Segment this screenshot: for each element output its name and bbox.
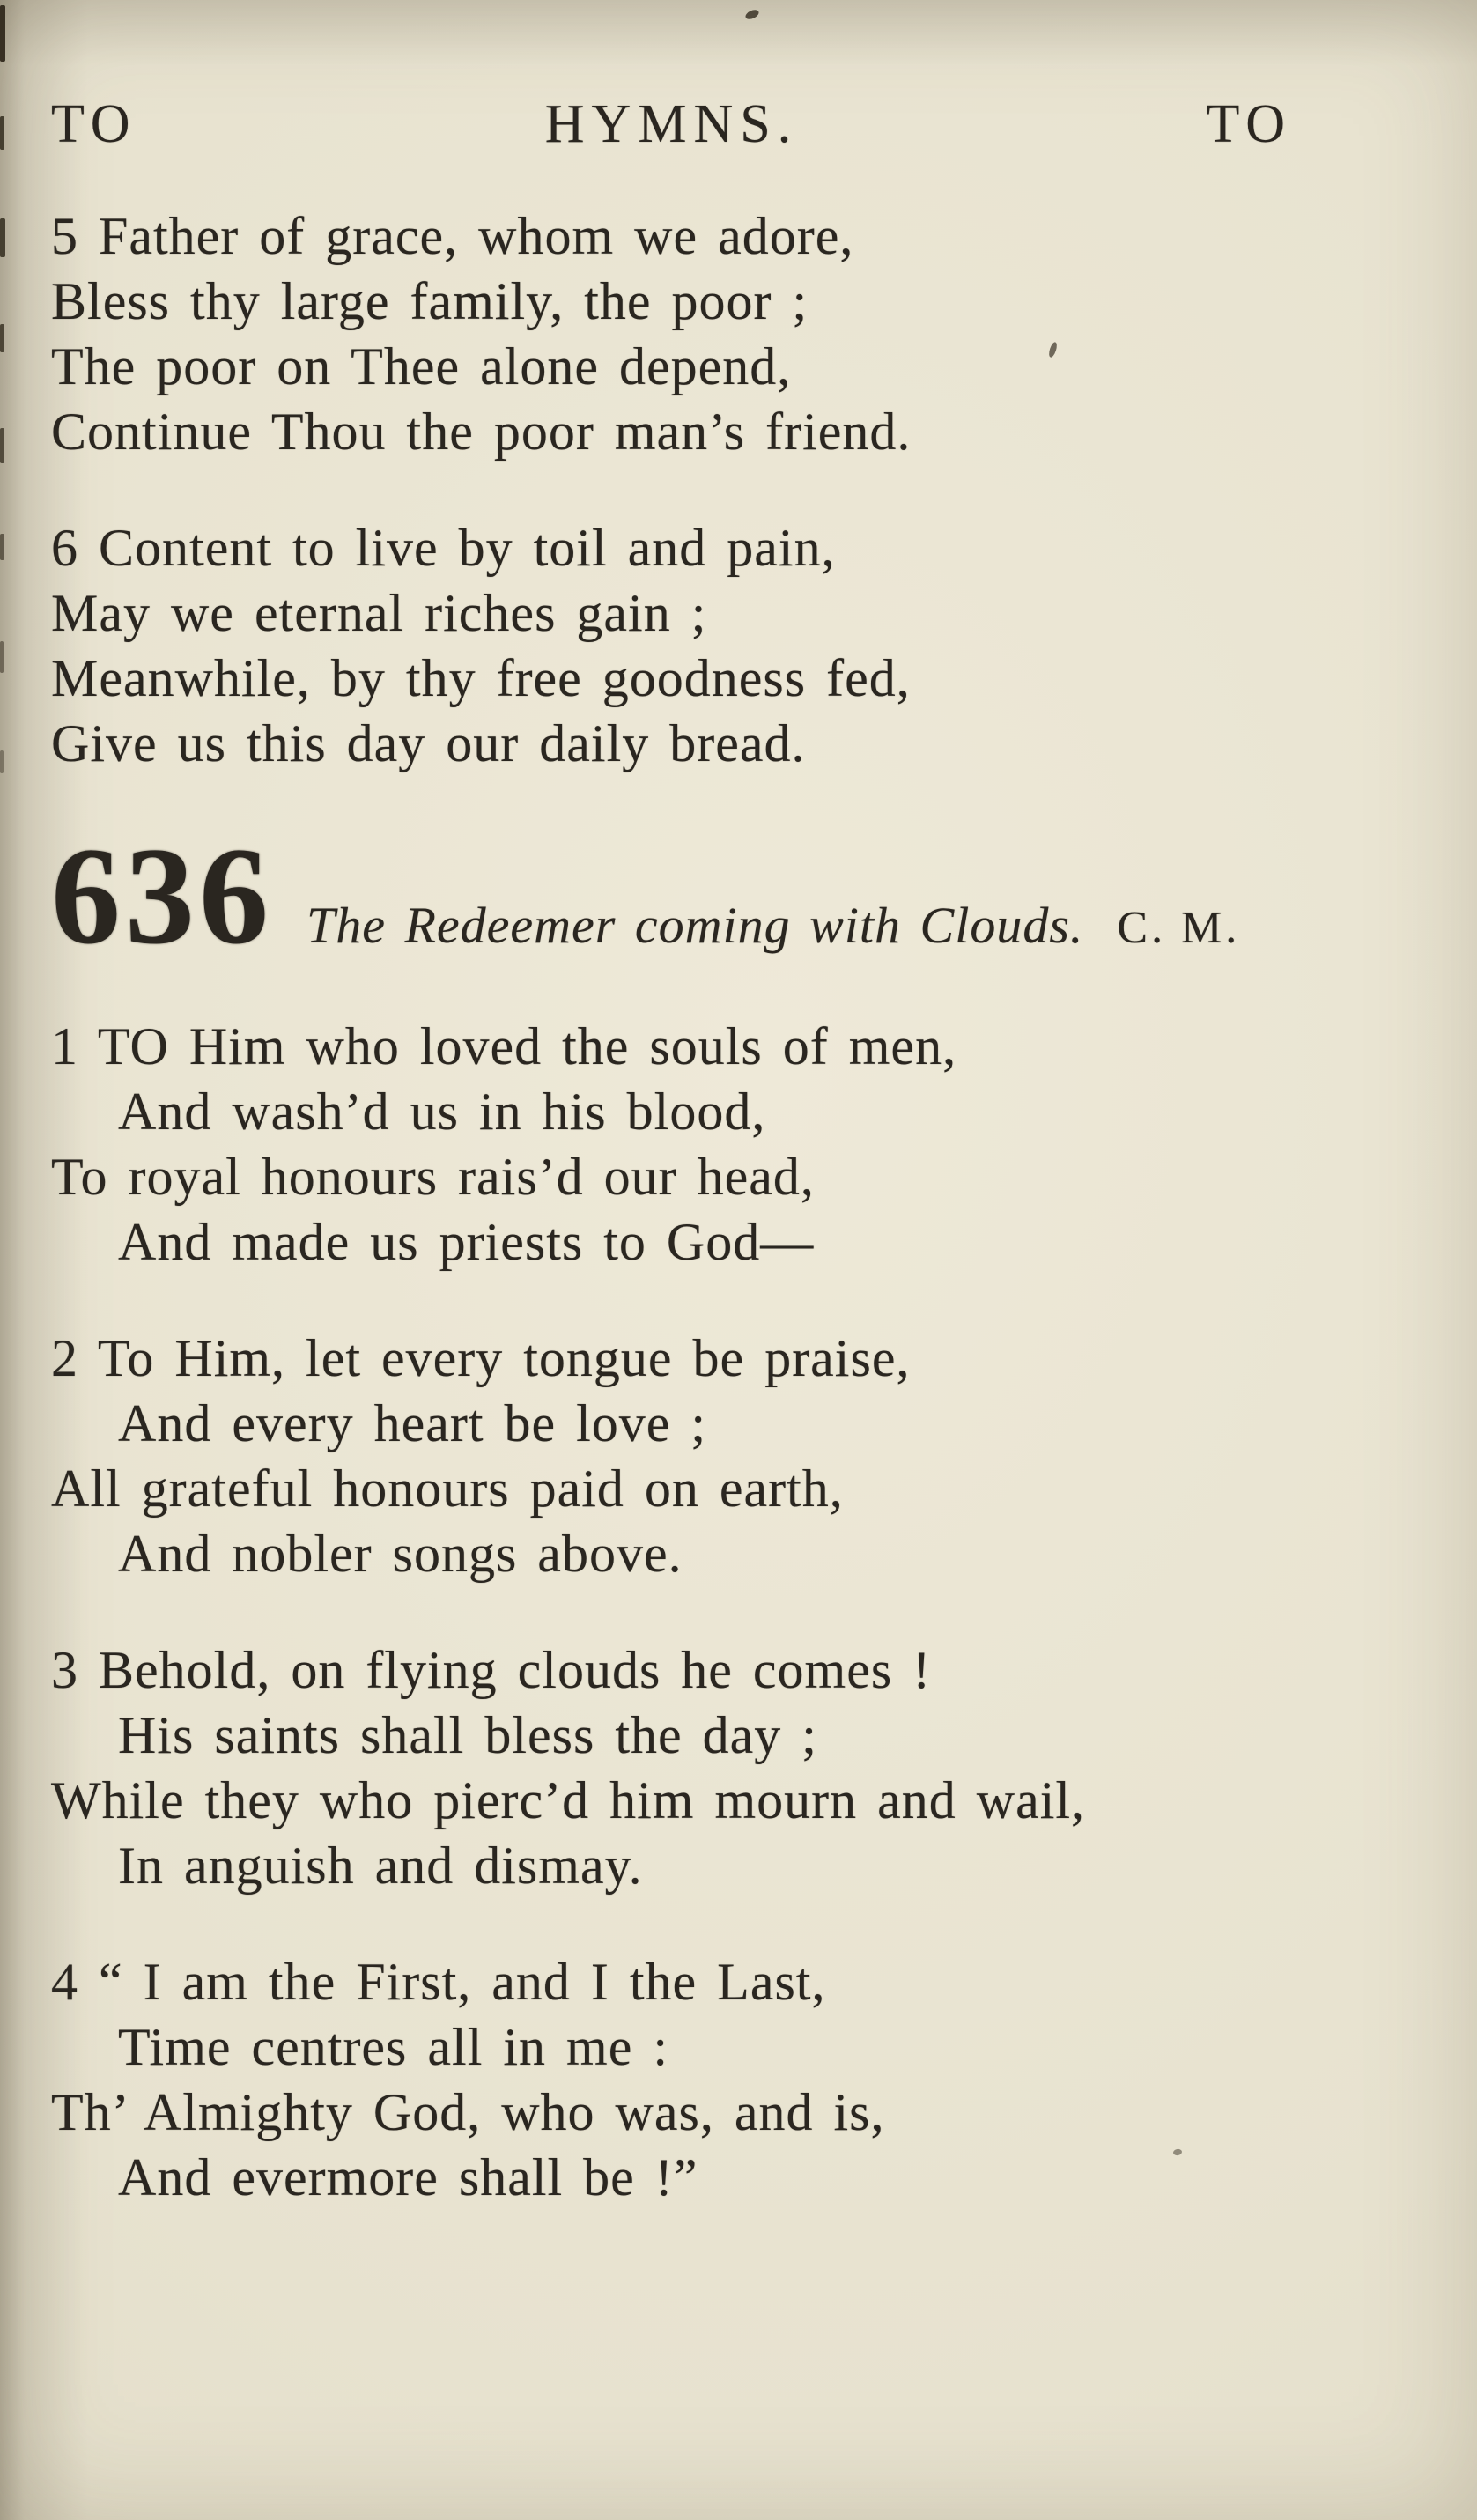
- hymn-line: To royal honours rais’d our head,: [51, 1148, 815, 1206]
- hymn-number: 636: [51, 819, 273, 973]
- ink-speck: [744, 8, 760, 21]
- hymn-line: And wash’d us in his blood,: [118, 1083, 766, 1141]
- stanza-5: [51, 203, 1373, 464]
- header-catchword-left: TO: [51, 94, 137, 154]
- page-edge-mark: [0, 116, 4, 150]
- hymn-line: In anguish and dismay.: [118, 1836, 643, 1895]
- hymn-line: And made us priests to God—: [118, 1213, 815, 1271]
- stanza-3: [51, 1637, 1373, 1898]
- header-catchword-right: TO: [1206, 94, 1292, 154]
- running-header: [51, 93, 1373, 156]
- stanza-4: [51, 1949, 1373, 2210]
- hymn-line: The poor on Thee alone depend,: [51, 337, 792, 395]
- hymn-line: Meanwhile, by thy free goodness fed,: [51, 649, 911, 707]
- page-edge-mark: [0, 534, 4, 560]
- hymn-line: All grateful honours paid on earth,: [51, 1460, 844, 1518]
- hymn-line: 2 To Him, let every tongue be praise,: [51, 1329, 911, 1387]
- hymn-line: 5 Father of grace, whom we adore,: [51, 207, 854, 265]
- header-title: HYMNS.: [544, 94, 799, 154]
- hymn-line: While they who pierc’d him mourn and wail,: [51, 1771, 1086, 1829]
- page-edge-mark: [0, 750, 4, 773]
- page-edge-mark: [0, 428, 4, 463]
- hymn-line: 3 Behold, on flying clouds he comes !: [51, 1641, 932, 1699]
- stanza-6: [51, 515, 1373, 776]
- hymn-line: Continue Thou the poor man’s friend.: [51, 403, 912, 461]
- page-edge-mark: [0, 218, 5, 257]
- hymn-meter: C. M.: [1117, 903, 1241, 953]
- hymn-line: Bless thy large family, the poor ;: [51, 272, 809, 330]
- hymn-line: Th’ Almighty God, who was, and is,: [51, 2083, 885, 2141]
- hymn-line: Time centres all in me :: [118, 2018, 669, 2076]
- hymn-line: May we eternal riches gain ;: [51, 584, 707, 642]
- page-edge-mark: [0, 641, 4, 673]
- hymn-title: The Redeemer coming with Clouds.: [306, 897, 1084, 954]
- page-edge-mark: [0, 5, 5, 62]
- page-edge-mark: [0, 324, 4, 352]
- hymn-line: 1 TO Him who loved the souls of men,: [51, 1017, 957, 1075]
- stanza-1: [51, 1014, 1373, 1275]
- hymn-line: And every heart be love ;: [118, 1394, 707, 1452]
- stanza-2: [51, 1326, 1373, 1586]
- hymn-heading: [51, 819, 1373, 973]
- hymn-line: And evermore shall be !”: [118, 2148, 698, 2206]
- hymn-line: His saints shall bless the day ;: [118, 1706, 817, 1764]
- page-content: [51, 93, 1373, 2261]
- hymn-line: And nobler songs above.: [118, 1525, 683, 1583]
- hymn-line: Give us this day our daily bread.: [51, 714, 806, 772]
- hymn-line: 6 Content to live by toil and pain,: [51, 519, 836, 577]
- hymn-line: 4 “ I am the First, and I the Last,: [51, 1953, 826, 2011]
